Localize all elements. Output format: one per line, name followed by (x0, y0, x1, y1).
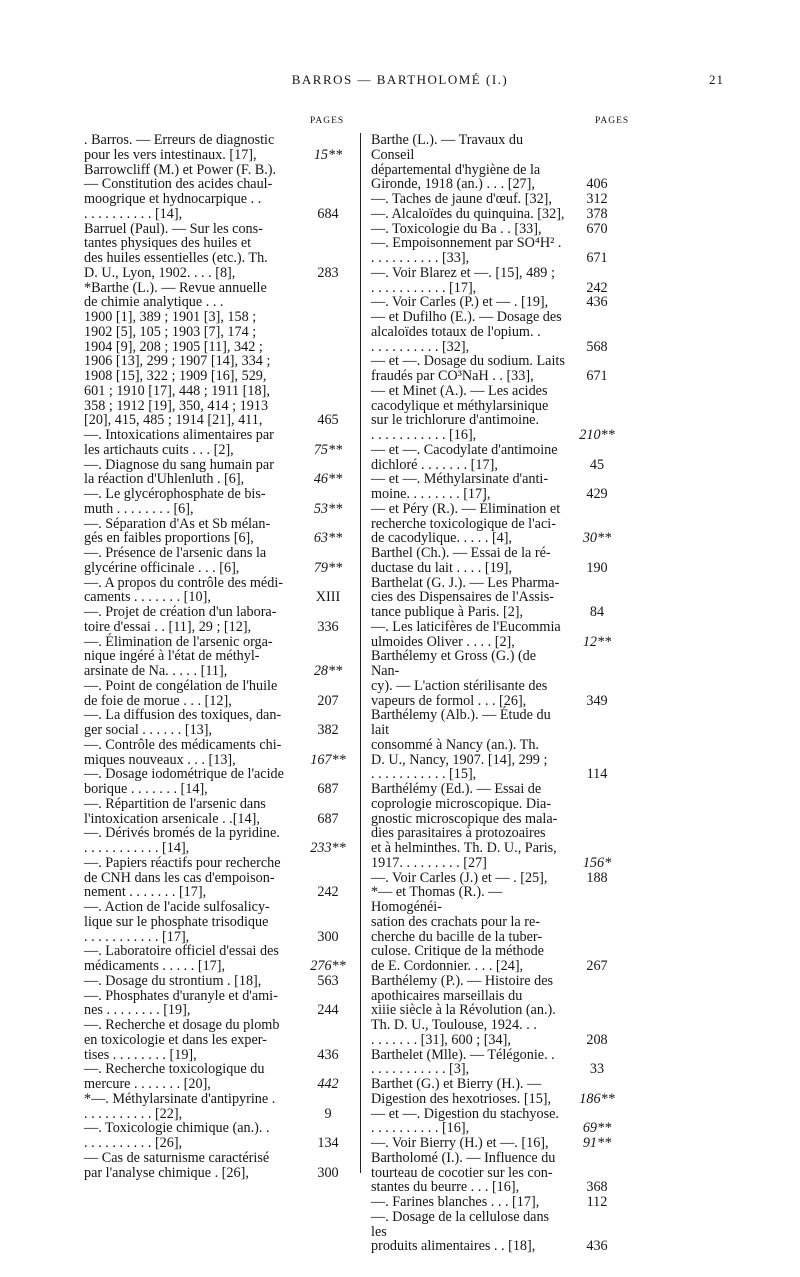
entry-page: 112 (586, 1194, 608, 1210)
entry-page: 188 (586, 869, 608, 886)
entry-page: 91** (582, 1135, 612, 1151)
entry-text: — et Minet (A.). — Les acides cacodylique et méthylarsinique sur le trichlorure d'antimoine. . . . . . . . . . . . [16], (371, 382, 549, 443)
index-entry (371, 443, 624, 473)
index-entry (371, 472, 624, 502)
entry-page: 267 (586, 958, 608, 974)
entry-page: 242 (317, 884, 339, 901)
index-entry (371, 871, 624, 886)
index-entry (84, 487, 348, 517)
entry-page: 210** (579, 427, 615, 443)
index-entry (371, 1077, 624, 1107)
index-column-left (84, 133, 348, 1180)
entry-text: —. Toxicologie du Ba . . [33], (371, 220, 542, 237)
entry-text: Barthélemy et Gross (G.) (de Nan- cy). — L'action stérilisante des vapeurs de formol . . . [26], (371, 648, 548, 709)
index-entry (371, 1048, 624, 1078)
entry-page: 233** (310, 840, 346, 856)
index-entry (84, 635, 348, 679)
entry-text: —. Voir Blarez et —. [15], 489 ; . . . . . . . . . . . [17], (371, 264, 555, 296)
entry-text: Barruel (Paul). — Sur les cons- tantes physiques des huiles et des huiles essentielles (etc.). Th. D. U., Lyon, 1902. . . . [8], (84, 220, 268, 281)
entry-text: —. Voir Bierry (H.) et —. [16], (371, 1135, 549, 1151)
entry-text: —. Laboratoire officiel d'essai des médicaments . . . . . [17], (84, 943, 279, 974)
index-entry (371, 708, 624, 782)
entry-text: —. La diffusion des toxiques, dan- ger social . . . . . . [13], (84, 707, 282, 738)
entry-text: —. Le glycérophosphate de bis- muth . . . . . . . . [6], (84, 486, 266, 517)
entry-text: —. Élimination de l'arsenic orga- nique ingéré à l'état de méthyl- arsinate de Na. . . . . [11], (84, 633, 273, 679)
entry-text: —. Taches de jaune d'œuf. [32], (371, 191, 552, 207)
index-entry (371, 384, 624, 443)
pages-label-right: PAGES (595, 116, 630, 126)
index-entry (84, 826, 348, 856)
index-entry (84, 797, 348, 827)
index-entry (371, 192, 624, 207)
index-entry (84, 1018, 348, 1062)
entry-text: . Barros. — Erreurs de diagnostic pour les vers intestinaux. [17], (84, 132, 275, 163)
index-entry (84, 428, 348, 458)
entry-page: 84 (589, 604, 605, 620)
index-entry (84, 856, 348, 900)
entry-page: 45 (589, 456, 605, 473)
index-entry (371, 354, 624, 384)
entry-text: Barrowcliff (M.) et Power (F. B.). — Constitution des acides chaul- moogrique et hydnocarpique . . . . . . . . . . . . [14], (84, 161, 277, 222)
index-entry (371, 1151, 624, 1195)
entry-text: —. Contrôle des médicaments chi- miques nouveaux . . . [13], (84, 736, 282, 768)
index-entry (84, 989, 348, 1019)
entry-page: 312 (586, 191, 608, 207)
entry-page: 349 (586, 692, 608, 709)
entry-page: 79** (313, 559, 343, 576)
entry-text: — et Péry (R.). — Élimination et recherche toxicologique de l'aci- de cacodylique. . . . . [4], (371, 500, 561, 547)
entry-text: —. Intoxications alimentaires par les artichauts cuits . . . [2], (84, 427, 274, 458)
entry-text: —. Répartition de l'arsenic dans l'intoxication arsenicale . .[14], (84, 795, 266, 827)
index-entry (371, 133, 624, 192)
entry-page: 276** (310, 958, 346, 974)
index-entry (84, 546, 348, 576)
index-entry (371, 310, 624, 354)
entry-text: —. Diagnose du sang humain par la réaction d'Uhlenluth . [6], (84, 456, 274, 488)
pages-label-left: PAGES (310, 116, 345, 126)
entry-page: 436 (586, 1238, 608, 1255)
index-entry (371, 236, 624, 266)
entry-page: 406 (586, 176, 608, 193)
index-entry (84, 517, 348, 547)
entry-page: 134 (317, 1135, 339, 1151)
entry-page: 15** (313, 146, 343, 163)
entry-page: 75** (313, 441, 343, 458)
entry-page: 671 (586, 368, 608, 384)
entry-page: 156* (582, 854, 612, 871)
entry-page: 368 (586, 1179, 608, 1196)
entry-page: 190 (586, 559, 608, 576)
index-entry (84, 679, 348, 709)
index-entry (84, 576, 348, 606)
index-entry (84, 605, 348, 635)
entry-text: —. Dosage iodométrique de l'acide borique . . . . . . . [14], (84, 766, 284, 797)
entry-page: 208 (586, 1031, 608, 1048)
entry-page: 684 (317, 205, 339, 222)
entry-text: —. Recherche et dosage du plomb en toxicologie et dans les exper- tises . . . . . . . . [19], (84, 1017, 280, 1063)
entry-text: —. Phosphates d'uranyle et d'ami- nes . . . . . . . . [19], (84, 987, 278, 1019)
entry-text: —. Présence de l'arsenic dans la glycérine officinale . . . [6], (84, 545, 267, 576)
entry-text: —. Recherche toxicologique du mercure . . . . . . . [20], (84, 1061, 265, 1092)
entry-page: 53** (313, 500, 343, 517)
entry-text: — et Dufilho (E.). — Dosage des alcaloïdes totaux de l'opium. . . . . . . . . . . . [32], (371, 309, 562, 355)
index-entry (84, 900, 348, 944)
entry-page: 300 (317, 1164, 339, 1181)
index-entry (371, 295, 624, 310)
entry-text: —. Projet de création d'un labora- toire d'essai . . [11], 29 ; [12], (84, 604, 277, 635)
entry-page: 33 (589, 1061, 605, 1078)
index-entry (371, 1136, 624, 1151)
entry-text: —. Toxicologie chimique (an.). . . . . . . . . . . . [26], (84, 1120, 270, 1151)
entry-page: 436 (317, 1046, 339, 1063)
entry-text: —. Dosage de la cellulose dans les produits alimentaires . . [18], (371, 1208, 550, 1255)
index-entry (84, 1151, 348, 1181)
entry-page: 429 (586, 486, 608, 502)
entry-page: 687 (317, 781, 339, 797)
entry-text: Barthélémy (Ed.). — Essai de coprologie microscopique. Dia- gnostic microscopique des mala- dies parasitaires à protozoaires et à helminthes. Th. D. U., Paris, 1917. . . . . . . . . [27] (371, 781, 558, 871)
entry-text: *—. Méthylarsinate d'antipyrine . . . . . . . . . . . [22], (84, 1090, 276, 1122)
entry-page: 670 (586, 220, 608, 237)
entry-page: 207 (317, 692, 339, 709)
entry-text: Barthelet (Mlle). — Télégonie. . . . . . . . . . . . . [3], (371, 1046, 555, 1078)
index-entry (371, 266, 624, 296)
entry-page: 9 (324, 1105, 332, 1122)
index-column-right (371, 133, 624, 1254)
entry-page: 242 (586, 279, 608, 296)
index-entry (371, 782, 624, 871)
index-entry (371, 620, 624, 650)
entry-text: — et —. Dosage du sodium. Laits fraudés par CO³NaH . . [33], (371, 353, 565, 384)
entry-page: 671 (586, 250, 608, 266)
entry-text: Barthelat (G. J.). — Les Pharma- cies des Dispensaires de l'Assis- tance publique à Paris. [2], (371, 574, 560, 620)
entry-page: 46** (313, 471, 343, 488)
index-entry (84, 222, 348, 281)
index-entry (84, 974, 348, 989)
index-entry (371, 1195, 624, 1210)
entry-text: —. Empoisonnement par SO⁴H² . . . . . . . . . . . [33], (371, 235, 562, 266)
entry-page: 687 (317, 810, 339, 827)
entry-text: —. Papiers réactifs pour recherche de CNH dans les cas d'empoison- nement . . . . . . . [17], (84, 854, 281, 901)
entry-text: —. Point de congélation de l'huile de foie de morue . . . [12], (84, 677, 278, 709)
index-entry (84, 1121, 348, 1151)
entry-page: 63** (313, 530, 343, 547)
entry-page: 283 (317, 264, 339, 281)
index-entry (84, 458, 348, 488)
index-entry (84, 944, 348, 974)
index-entry (371, 649, 624, 708)
index-entry (84, 133, 348, 163)
index-entry (371, 974, 624, 1048)
entry-text: Barthélemy (Alb.). — Étude du lait consommé à Nancy (an.). Th. D. U., Nancy, 1907. [14], 299 ; . . . . . . . . . . . [15], (371, 707, 551, 783)
entry-text: Bartholomé (I.). — Influence du tourteau de cocotier sur les con- stantes du beurre . . . [16], (371, 1149, 556, 1196)
entry-text: —. Action de l'acide sulfosalicy- lique sur le phosphate trisodique . . . . . . . . . . . [17], (84, 899, 270, 945)
entry-text: Barthélemy (P.). — Histoire des apothicaires marseillais du xiiie siècle à la Révolution (an.). Th. D. U., Toulouse, 1924. . . . . . . . . . [31], 600 ; [34], (371, 972, 556, 1048)
entry-page: 568 (586, 338, 608, 355)
entry-page: 465 (317, 412, 339, 429)
entry-text: *— et Thomas (R.). — Homogénéi- sation des crachats pour la re- cherche du bacille de la tuber- culose. Critique de la méthode de E. Cordonnier. . . . [24], (371, 884, 544, 974)
index-entry (371, 546, 624, 576)
entry-text: —. Farines blanches . . . [17], (371, 1194, 540, 1210)
entry-text: Barthel (Ch.). — Essai de la ré- ductase du lait . . . . [19], (371, 545, 551, 576)
entry-text: —. Séparation d'As et Sb mélan- gés en faibles proportions [6], (84, 515, 271, 547)
entry-page: 244 (317, 1002, 339, 1019)
index-entry (371, 222, 624, 237)
index-entry (84, 1062, 348, 1092)
entry-page: 167** (310, 751, 346, 768)
entry-page: 28** (313, 663, 343, 679)
column-divider (360, 133, 361, 1173)
entry-text: —. Voir Carles (J.) et — . [25], (371, 869, 548, 886)
entry-text: Barthe (L.). — Travaux du Conseil départemental d'hygiène de la Gironde, 1918 (an.) . . . [27], (371, 132, 541, 193)
entry-page: 69** (582, 1120, 612, 1137)
index-entry (371, 1107, 624, 1137)
entry-text: Barthet (G.) et Bierry (H.). — Digestion des hexotrioses. [15], (371, 1076, 552, 1107)
entry-text: — et —. Méthylarsinate d'anti- moine. . . . . . . . [17], (371, 471, 549, 502)
entry-text: — et —. Cacodylate d'antimoine dichloré . . . . . . . [17], (371, 441, 558, 473)
header-title: BARROS — BARTHOLOMÉ (I.) (291, 72, 509, 87)
entry-page: 378 (586, 205, 608, 222)
index-entry (371, 1210, 624, 1254)
entry-page: 12** (582, 633, 612, 650)
entry-page: 300 (317, 928, 339, 945)
entry-text: —. Les laticifères de l'Eucommia ulmoides Oliver . . . . [2], (371, 618, 561, 650)
entry-text: — et —. Digestion du stachyose. . . . . . . . . . . [16], (371, 1105, 559, 1137)
entry-page: 382 (317, 722, 339, 738)
page-number: 21 (709, 72, 724, 87)
entry-page: 186** (579, 1090, 615, 1107)
entry-page: 563 (317, 972, 339, 989)
index-entry (84, 1092, 348, 1122)
index-entry (371, 207, 624, 222)
index-entry (84, 767, 348, 797)
entry-page: 114 (586, 766, 608, 783)
index-entry (84, 738, 348, 768)
entry-page: 436 (586, 294, 608, 311)
entry-page: 442 (317, 1076, 339, 1092)
entry-page: 30** (582, 530, 612, 547)
index-entry (84, 281, 348, 429)
entry-page: XIII (315, 589, 341, 606)
entry-text: —. Voir Carles (P.) et — . [19], (371, 294, 549, 311)
entry-text: —. A propos du contrôle des médi- caments . . . . . . . [10], (84, 574, 283, 606)
entry-page: 336 (317, 618, 339, 635)
entry-text: —. Dosage du strontium . [18], (84, 972, 262, 989)
index-entry (371, 885, 624, 974)
entry-text: — Cas de saturnisme caractérisé par l'analyse chimique . [26], (84, 1149, 270, 1181)
index-entry (371, 502, 624, 546)
entry-text: —. Alcaloïdes du quinquina. [32], (371, 205, 565, 222)
index-entry (371, 576, 624, 620)
index-entry (84, 163, 348, 222)
entry-text: —. Dérivés bromés de la pyridine. . . . . . . . . . . . [14], (84, 825, 280, 856)
running-header (0, 72, 800, 92)
index-entry (84, 708, 348, 738)
entry-text: *Barthe (L.). — Revue annuelle de chimie analytique . . . 1900 [1], 389 ; 1901 [3], 158 ; 1902 [5], 105 ; 1903 [7], 174 ; 1904 [9], 208 ; 1905 [11], 342 ; 1906 [13], 299 ; 1907 [14], 334 ; 1908 [15], 322 ; 1909 [16], 529, 601 ; 1910 [17], 448 ; 1911 [18], 358 ; 1912 [19], 350, 414 ; 1913 [20], 415, 485 ; 1914 [21], 411, (84, 279, 271, 429)
